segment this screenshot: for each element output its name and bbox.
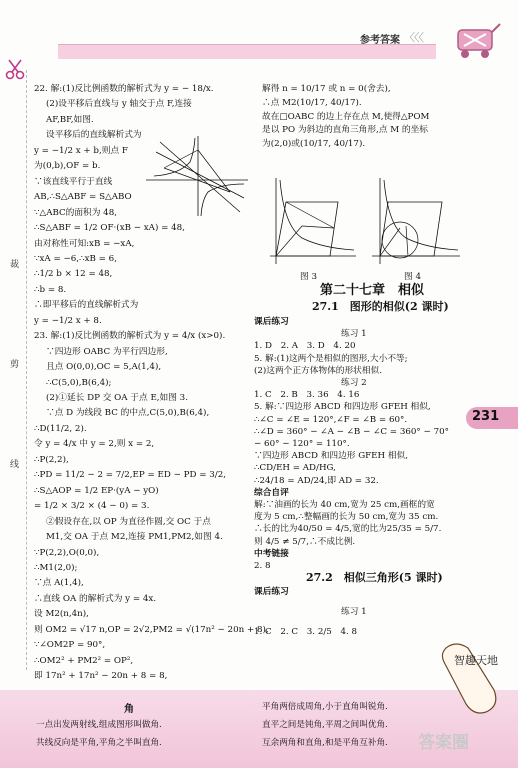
left-column-line: 22. 解:(1)反比例函数的解析式为 y = − 18/x. [34, 84, 214, 94]
left-column-line: 且点 O(0,0),OC = 5,A(1,4), [46, 362, 162, 373]
footer-line-1: 一点出发两射线,组成图形叫做角. [36, 720, 162, 730]
left-column-line: ∴S△ABF = 1/2 OF·(xB − xA) = 48, [34, 223, 185, 234]
left-column-line: ∴M1(2,0); [34, 562, 78, 573]
right-mid-line: ∴∠D = 360° − ∠A − ∠B − ∠C = 360° − 70° [254, 426, 449, 437]
left-column-line: ∵点 A(1,4), [34, 578, 84, 589]
right-mid-line: ∴长的比为40/50 = 4/5,宽的比为25/35 = 5/7. [254, 524, 442, 535]
section-title-27-1: 27.1 图形的相似(2 课时) [312, 300, 449, 313]
left-column-line: ∵△ABC的面积为 48, [34, 207, 118, 218]
right-top-line: 为(2,0)或(10/17, 40/17). [262, 139, 366, 150]
right-bottom-line: 课后练习 [254, 587, 289, 597]
left-column-line: 由对称性可知:xB = −xA, [34, 238, 135, 249]
right-mid-line: 5. 解:(1)这两个是相似的图形,大小不等; [254, 353, 408, 364]
right-top-line: 故在□OABC 的边上存在点 M,使得△POM [262, 111, 430, 122]
right-mid-line: − 60° − 120° = 110°. [254, 439, 350, 449]
left-column-line: ∵P(2,2),O(0,0), [34, 547, 100, 558]
cut-line [26, 70, 27, 670]
left-column-line: M1,交 OA 于点 M2,连接 PM1,PM2,如图 4. [46, 532, 223, 543]
left-column-line: ∴OM2² + PM2² = OP², [34, 655, 134, 666]
left-column-line: 为(0,b),OF = b. [34, 161, 101, 172]
scroll-decoration [436, 640, 506, 720]
left-column-line: ∵xA = −6,∴xB = 6, [34, 253, 117, 264]
margin-label-jian: 剪 [10, 360, 20, 370]
right-mid-line: 练习 1 [341, 329, 367, 340]
right-mid-line: 课后练习 [254, 317, 289, 327]
margin-label-xian: 线 [10, 460, 20, 470]
left-column-line: ∵该直线平行于直线 [34, 176, 113, 187]
left-column-line: ∴D(11/2, 2). [34, 423, 87, 434]
header-title: 参考答案 [360, 35, 400, 46]
left-column-line: ②假设存在,以 OP 为直径作圆,交 OC 于点 [46, 516, 211, 527]
header-bar [58, 44, 436, 59]
right-mid-line: ∵四边形 ABCD 和四边形 GFEH 相似, [254, 451, 408, 462]
right-mid-line: ∴CD/EH = AD/HG, [254, 463, 336, 474]
left-column-line: (2)设平移后直线与 y 轴交于点 F,连接 [46, 99, 192, 110]
page-number: 231 [472, 409, 500, 424]
right-mid-line: 2. 8 [254, 561, 271, 571]
right-mid-line: 练习 2 [341, 378, 367, 388]
left-column-line: ∴b = 8. [34, 284, 67, 295]
right-mid-line: 1. D 2. A 3. D 4. 20 [254, 341, 356, 352]
right-mid-line: 综合自评 [254, 487, 289, 498]
scissors-icon [4, 58, 26, 80]
section-title-27-2: 27.2 相似三角形(5 课时) [306, 571, 443, 584]
left-column-line: ∵∠OM2P = 90°, [34, 640, 106, 651]
figure-4 [366, 176, 462, 268]
footer-line-4: 直平之间是钝角,平周之间叫优角. [262, 720, 388, 730]
left-column-line: 则 OM2 = √17 n,OP = 2√2,PM2 = √(17n² − 20n + 8), [34, 624, 269, 635]
chapter-title: 第二十七章 相似 [320, 283, 425, 298]
left-column-line: ∴即平移后的直线解析式为 [34, 300, 139, 311]
left-column-line: ∵点 D 为线段 BC 的中点,C(5,0),B(6,4), [46, 408, 210, 419]
right-top-line: 是以 PO 为斜边的直角三角形,点 M 的坐标 [262, 125, 428, 136]
right-top-line: 解得 n = 10/17 或 n = 0(舍去), [262, 84, 391, 94]
left-column-line: 设平移后的直线解析式为 [46, 130, 142, 141]
left-column-line: ∵四边形 OABC 为平行四边形, [46, 346, 168, 357]
figure-3 [262, 176, 358, 268]
margin-label-cai: 裁 [10, 260, 20, 270]
watermark: 答案圈 [418, 733, 469, 753]
right-bottom-line: 练习 1 [341, 607, 367, 617]
left-column-line: 即 17n² + 17n² − 20n + 8 = 8, [34, 671, 168, 682]
left-column-line: ∴直线 OA 的解析式为 y = 4x. [34, 593, 157, 604]
footer-heading: 角 [124, 704, 134, 715]
footer-line-5: 互余两角和直角,和是平角互补角. [262, 738, 388, 748]
right-mid-line: 度为 5 cm,∴整幅画的长为 50 cm,宽为 35 cm. [254, 512, 439, 523]
left-column-line: ∴1/2 b × 12 = 48, [34, 269, 113, 280]
figure-3-label: 图 3 [300, 272, 317, 282]
left-column-line: 令 y = 4/x 中 y = 2,则 x = 2, [34, 439, 155, 450]
left-column-line: ∴PD = 11/2 − 2 = 7/2,EP = ED − PD = 3/2, [34, 470, 226, 481]
right-mid-line: ∴24/18 = AD/24,即 AD = 32. [254, 475, 379, 486]
left-column-line: AF,BF,如图. [46, 114, 94, 125]
cart-icon [450, 20, 504, 60]
left-column-line: 设 M2(n,4n), [34, 609, 89, 620]
left-column-line: 23. 解:(1)反比例函数的解析式为 y = 4/x (x>0). [34, 331, 226, 342]
left-column-line: AB,∴S△ABF = S△ABO [34, 192, 132, 203]
right-mid-line: ∴∠C = ∠E = 120°,∠F = ∠B = 60°. [254, 414, 408, 425]
footer-line-2: 共线反向是平角,平角之半叫直角. [36, 738, 162, 748]
scroll-text: 智趣天地 [454, 654, 498, 667]
right-mid-line: 则 4/5 ≠ 5/7,∴不成比例. [254, 536, 356, 547]
right-mid-line: 中考链接 [254, 548, 289, 559]
footer-line-3: 平角两倍成周角,小于直角叫锐角. [262, 702, 388, 712]
left-column-line: y = −1/2 x + b,则点 F [34, 145, 128, 156]
figure-4-label: 图 4 [404, 272, 421, 282]
left-column-line: (2)①延长 DP 交 OA 于点 E,如图 3. [46, 393, 188, 403]
chevron-decoration: 〈〈〈 [404, 31, 423, 44]
left-column-line: ∴S△AOP = 1/2 EP·(yA − yO) [34, 485, 159, 496]
left-column-line: ∴C(5,0),B(6,4); [46, 377, 112, 388]
right-mid-line: 5. 解:∵四边形 ABCD 和四边形 GFEH 相似, [254, 402, 431, 413]
left-column-line: y = −1/2 x + 8. [34, 315, 102, 326]
right-bottom-line: 1. C 2. C 3. 2/5 4. 8 [254, 627, 358, 637]
figure-22 [140, 132, 252, 218]
right-mid-line: (2)这两个正方体物体的形状相似. [254, 365, 383, 376]
right-mid-line: 解:∵油画的长为 40 cm,宽为 25 cm,画框的宽 [254, 500, 435, 510]
right-mid-line: 1. C 2. B 3. 36 4. 16 [254, 390, 360, 401]
left-column-line: = 1/2 × 3/2 × (4 − 0) = 3. [34, 501, 150, 512]
right-top-line: ∴点 M2(10/17, 40/17). [262, 97, 362, 108]
left-column-line: ∴P(2,2), [34, 454, 69, 465]
